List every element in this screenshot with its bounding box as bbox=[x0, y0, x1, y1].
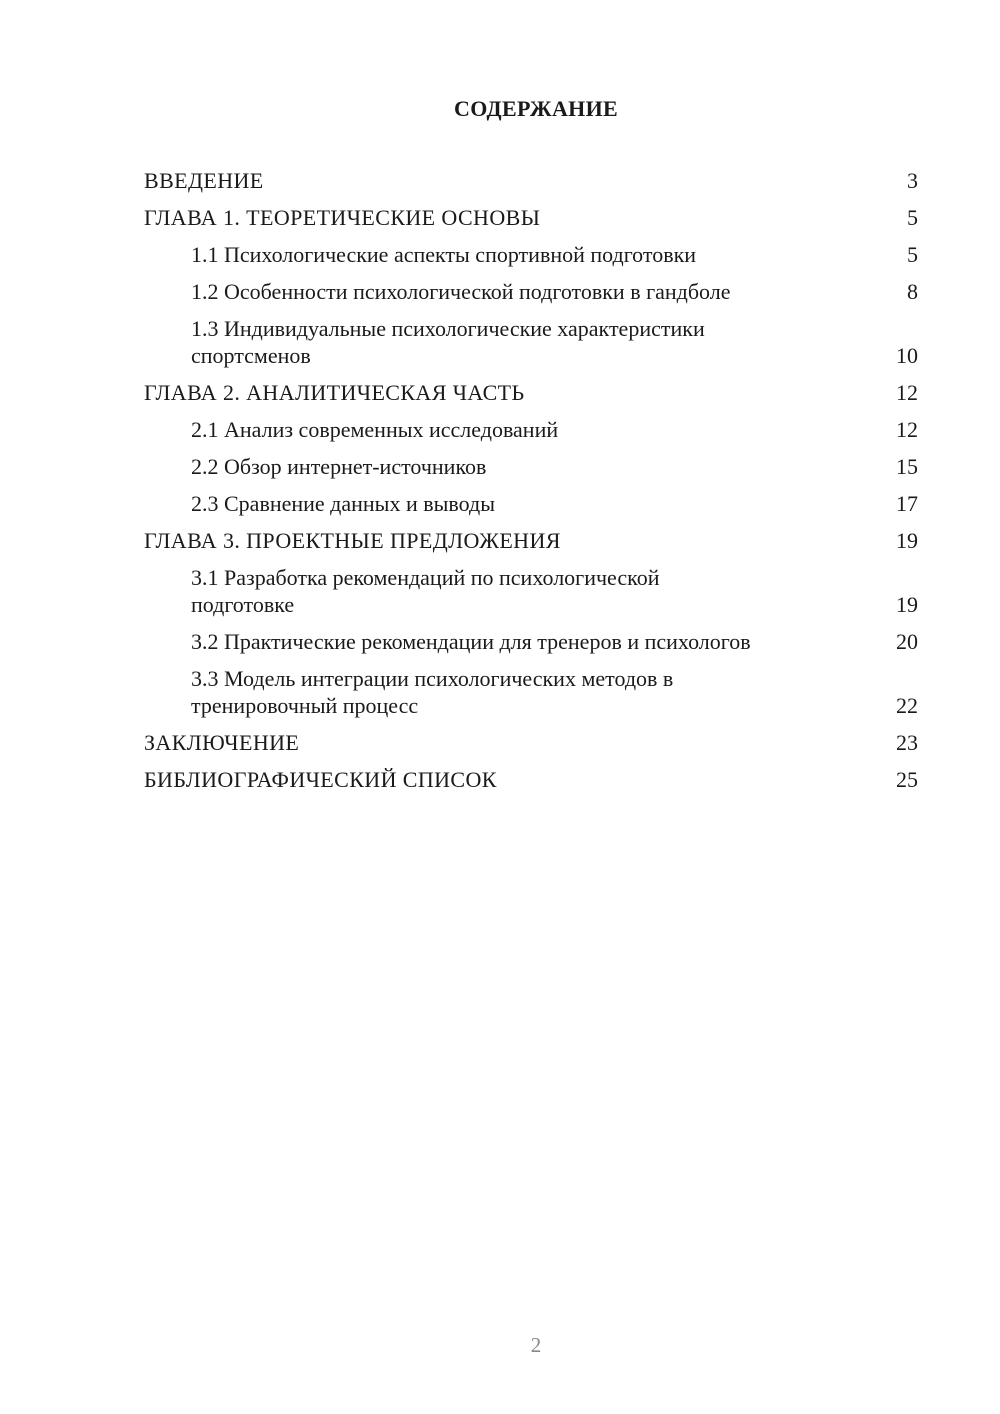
toc-title: СОДЕРЖАНИЕ bbox=[454, 96, 618, 121]
toc-entry-label: 2.1 Анализ современных исследований bbox=[191, 417, 559, 442]
toc-subentry[interactable] bbox=[144, 628, 918, 655]
toc-entry-page: 19 bbox=[896, 528, 918, 553]
table-of-contents bbox=[144, 167, 918, 803]
toc-entry-label: 1.3 Индивидуальные психологические характеристики спортсменов bbox=[191, 316, 705, 368]
toc-subentry[interactable] bbox=[144, 490, 918, 517]
toc-entry-page: 3 bbox=[907, 168, 918, 193]
toc-entry-label: 3.3 Модель интеграции психологических методов в тренировочный процесс bbox=[191, 666, 674, 718]
toc-entry-label: 2.3 Сравнение данных и выводы bbox=[191, 491, 495, 516]
toc-entry-label: ГЛАВА 3. ПРОЕКТНЫЕ ПРЕДЛОЖЕНИЯ bbox=[144, 528, 561, 553]
toc-entry[interactable] bbox=[144, 729, 918, 756]
toc-entry-page: 5 bbox=[907, 205, 918, 230]
toc-entry[interactable] bbox=[144, 766, 918, 793]
page-number: 2 bbox=[530, 1333, 542, 1357]
toc-entry-page: 12 bbox=[896, 417, 918, 442]
toc-entry-label: ЗАКЛЮЧЕНИЕ bbox=[144, 730, 300, 755]
toc-entry-page: 22 bbox=[896, 693, 918, 718]
toc-entry-label: БИБЛИОГРАФИЧЕСКИЙ СПИСОК bbox=[144, 767, 497, 792]
toc-entry-label: ВВЕДЕНИЕ bbox=[144, 168, 264, 193]
toc-subentry[interactable] bbox=[144, 453, 918, 480]
toc-entry-page: 12 bbox=[896, 380, 918, 405]
toc-entry-label: 1.2 Особенности психологической подготовки в гандболе bbox=[191, 279, 731, 304]
toc-entry-page: 5 bbox=[907, 242, 918, 267]
toc-entry-label: ГЛАВА 1. ТЕОРЕТИЧЕСКИЕ ОСНОВЫ bbox=[144, 205, 541, 230]
toc-entry-page: 25 bbox=[896, 767, 918, 792]
toc-entry-page: 17 bbox=[896, 491, 918, 516]
toc-entry-label: 1.1 Психологические аспекты спортивной подготовки bbox=[191, 242, 697, 267]
toc-subentry[interactable] bbox=[144, 416, 918, 443]
toc-entry-page: 23 bbox=[896, 730, 918, 755]
toc-entry[interactable] bbox=[144, 204, 918, 231]
toc-subentry[interactable] bbox=[144, 241, 918, 268]
toc-entry-page: 10 bbox=[896, 343, 918, 368]
toc-entry[interactable] bbox=[144, 379, 918, 406]
toc-entry[interactable] bbox=[144, 167, 918, 194]
toc-subentry[interactable] bbox=[144, 665, 918, 719]
toc-subentry[interactable] bbox=[144, 315, 918, 369]
toc-entry-label: 2.2 Обзор интернет-источников bbox=[191, 454, 487, 479]
toc-subentry[interactable] bbox=[144, 278, 918, 305]
toc-entry-page: 8 bbox=[907, 279, 918, 304]
toc-subentry[interactable] bbox=[144, 564, 918, 618]
toc-entry-label: 3.2 Практические рекомендации для тренеров и психологов bbox=[191, 629, 751, 654]
toc-entry-page: 19 bbox=[896, 592, 918, 617]
toc-entry-page: 20 bbox=[896, 629, 918, 654]
toc-entry[interactable] bbox=[144, 527, 918, 554]
toc-entry-label: ГЛАВА 2. АНАЛИТИЧЕСКАЯ ЧАСТЬ bbox=[144, 380, 525, 405]
toc-entry-label: 3.1 Разработка рекомендаций по психологической подготовке bbox=[191, 565, 660, 617]
toc-entry-page: 15 bbox=[896, 454, 918, 479]
